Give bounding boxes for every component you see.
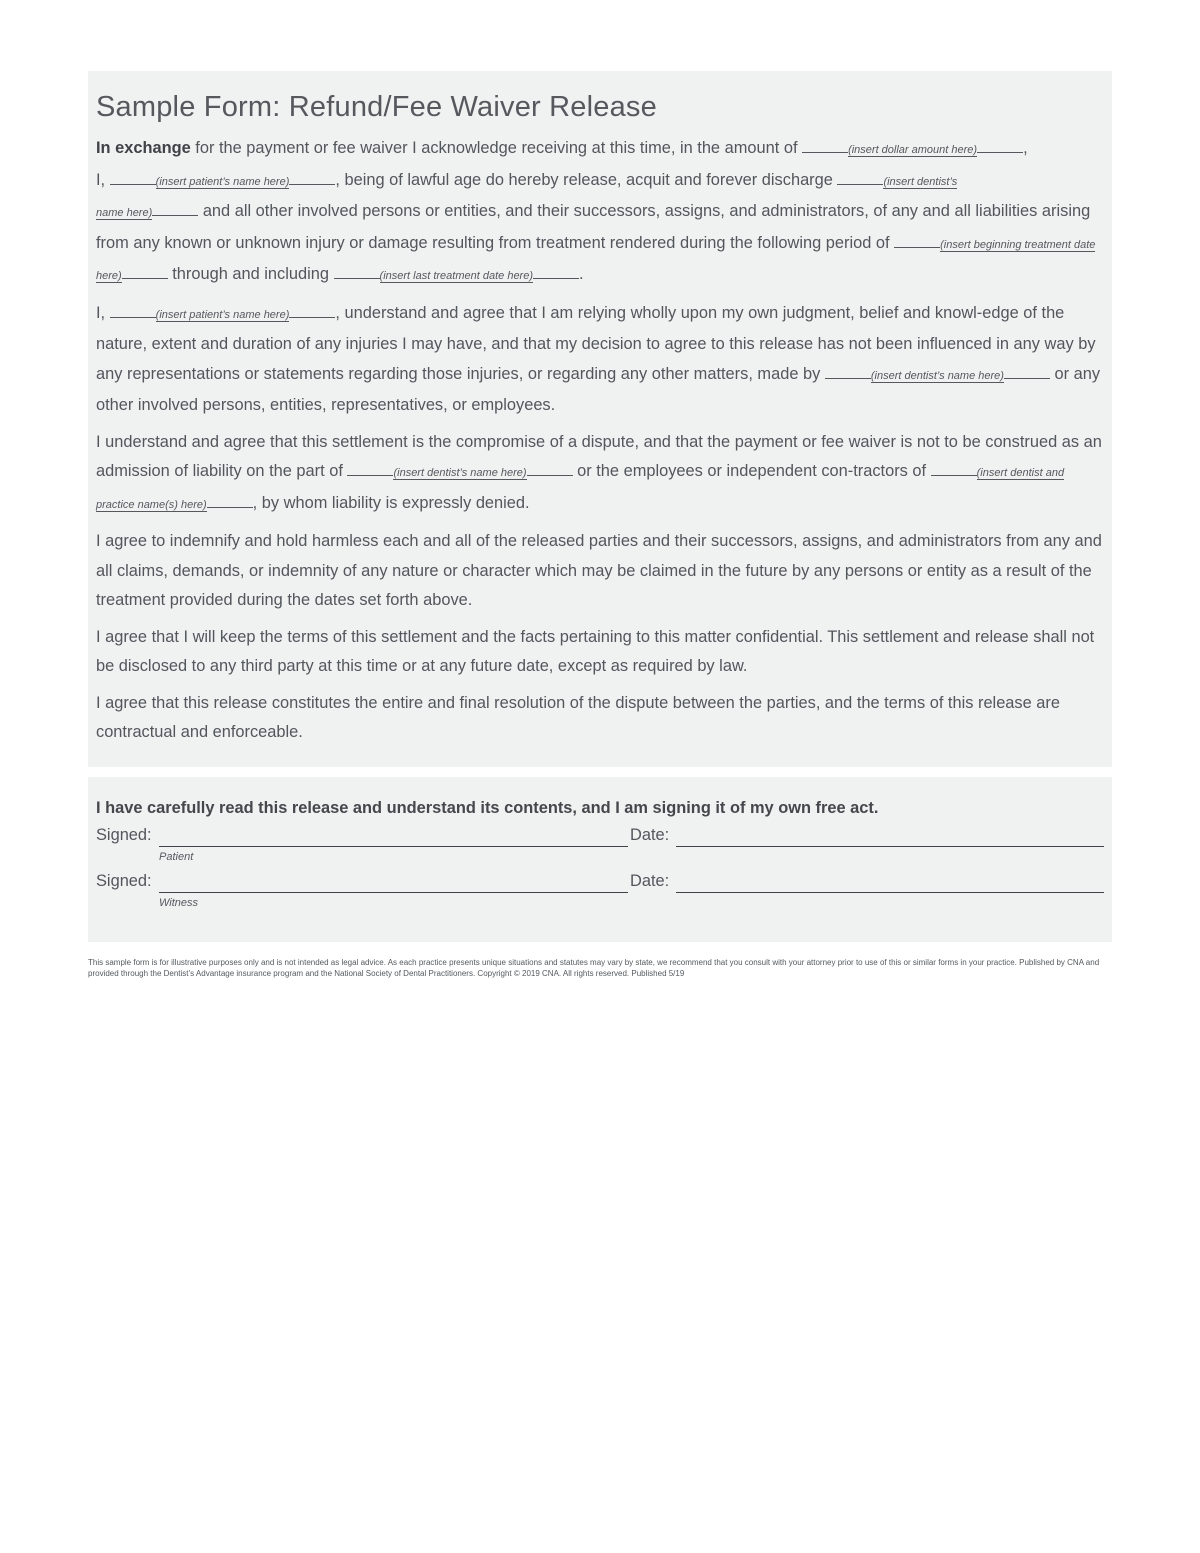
text: I, [96, 303, 110, 322]
signed-label: Signed: [96, 826, 152, 844]
paragraph-indemnify: I agree to indemnify and hold harmless each and all of the released parties and their successors, assigns, and administrators from any and all claims, demands, or indemnity of any nature or character which may be claimed in the future by any persons or entity as a result of the treatment provided during the dates set forth above. [96, 532, 1102, 609]
blank-line [289, 303, 335, 318]
witness-signature-row [96, 872, 1104, 918]
blank-line [527, 461, 573, 476]
dentist-name-field[interactable]: (insert dentist’s [883, 175, 958, 188]
blank-line [334, 264, 380, 279]
last-date-field[interactable]: (insert last treatment date here) [379, 270, 534, 282]
blank-line [977, 138, 1023, 153]
dentist-practice-field[interactable]: (insert dentist and practice name(s) here) [96, 467, 1065, 511]
blank-line [152, 201, 198, 216]
patient-label: Patient [159, 851, 194, 863]
begin-date-field[interactable]: (insert beginning treatment date here) [96, 238, 1096, 282]
date-label: Date: [630, 872, 670, 890]
witness-signature-line[interactable] [159, 892, 628, 893]
signature-panel [88, 777, 1112, 942]
dentist-name-field[interactable]: (insert dentist’s name here) [393, 467, 527, 479]
blank-line [1004, 364, 1050, 379]
text: , by whom liability is expressly denied. [252, 493, 530, 512]
blank-line [837, 170, 883, 185]
acknowledgment-statement: I have carefully read this release and understand its contents, and I am signing it of my own free act. [96, 799, 879, 817]
witness-label: Witness [159, 897, 199, 909]
blank-line [533, 264, 579, 279]
blank-line [894, 233, 940, 248]
signed-label: Signed: [96, 872, 152, 890]
blank-line [122, 264, 168, 279]
text: . [579, 265, 584, 283]
patient-name-field[interactable]: (insert patient’s name here) [155, 175, 290, 188]
blank-line [802, 138, 848, 153]
witness-date-line[interactable] [676, 892, 1104, 893]
dentist-name-field[interactable]: (insert dentist’s name here) [870, 369, 1004, 382]
text: I, [96, 170, 110, 189]
text: or the employees or independent con-tractors of [572, 462, 931, 480]
text: , being of lawful age do hereby release, acquit and forever discharge [335, 170, 838, 189]
blank-line [931, 461, 977, 476]
paragraph-reliance [96, 299, 1104, 421]
blank-line [347, 461, 393, 476]
text: through and including [167, 265, 334, 283]
release-text-panel [88, 71, 1112, 767]
legal-disclaimer: This sample form is for illustrative purposes only and is not intended as legal advice. As each practice presents unique situations and statutes may vary by state, we recommend that you consult with your attorney prior to use of this or similar forms in your practice. Published by CNA and provided through the Dentist’s Advantage insurance program and the National Society of Dental Practitioners. Copyright © 2019 CNA. All rights reserved. Published 5/19 [88, 958, 1100, 978]
blank-line [110, 170, 156, 185]
text: for the payment or fee waiver I acknowledge receiving at this time, in the amount of [190, 139, 803, 157]
blank-line [110, 303, 156, 318]
text: , understand and agree that I am relying wholly upon my own judgment, belief and knowl-edge of the nature, extent and duration of any injuries I may have, and that my decision to agree to this release has not been influenced in any way by any representations or statements regarding those injuries, or regarding any other matters, made by [96, 303, 1096, 383]
paragraph-final: I agree that this release constitutes the entire and final resolution of the dispute between the parties, and the terms of this release are contractual and enforceable. [96, 693, 1060, 741]
text: , [1023, 139, 1028, 157]
text: or any other involved persons, entities, representatives, or employees. [96, 364, 1101, 414]
page-title: Sample Form: Refund/Fee Waiver Release [96, 91, 657, 123]
paragraph-exchange [96, 134, 1104, 292]
patient-date-line[interactable] [676, 846, 1104, 847]
text: I understand and agree that this settlement is the compromise of a dispute, and that the payment or fee waiver is not to be construed as an admission of liability on the part of [96, 432, 1102, 480]
dollar-amount-field[interactable]: (insert dollar amount here) [848, 144, 978, 156]
paragraph-confidential: I agree that I will keep the terms of this settlement and the facts pertaining to this matter confidential. This settlement and release shall not be disclosed to any third party at this time or at any future date, except as required by law. [96, 627, 1095, 675]
blank-line [825, 364, 871, 379]
patient-signature-row [96, 826, 1104, 872]
paragraph-compromise [96, 428, 1104, 521]
lead-in: In exchange [96, 139, 191, 157]
patient-signature-line[interactable] [159, 846, 628, 847]
text: and all other involved persons or entities, and their successors, assigns, and administrators, of any and all liabilities arising from any known or unknown injury or damage resulting from treatment rendered during the following period of [96, 202, 1091, 252]
date-label: Date: [630, 826, 670, 844]
blank-line [207, 493, 253, 508]
dentist-name-field-cont[interactable]: name here) [96, 207, 153, 219]
patient-name-field[interactable]: (insert patient’s name here) [155, 308, 290, 321]
blank-line [289, 170, 335, 185]
